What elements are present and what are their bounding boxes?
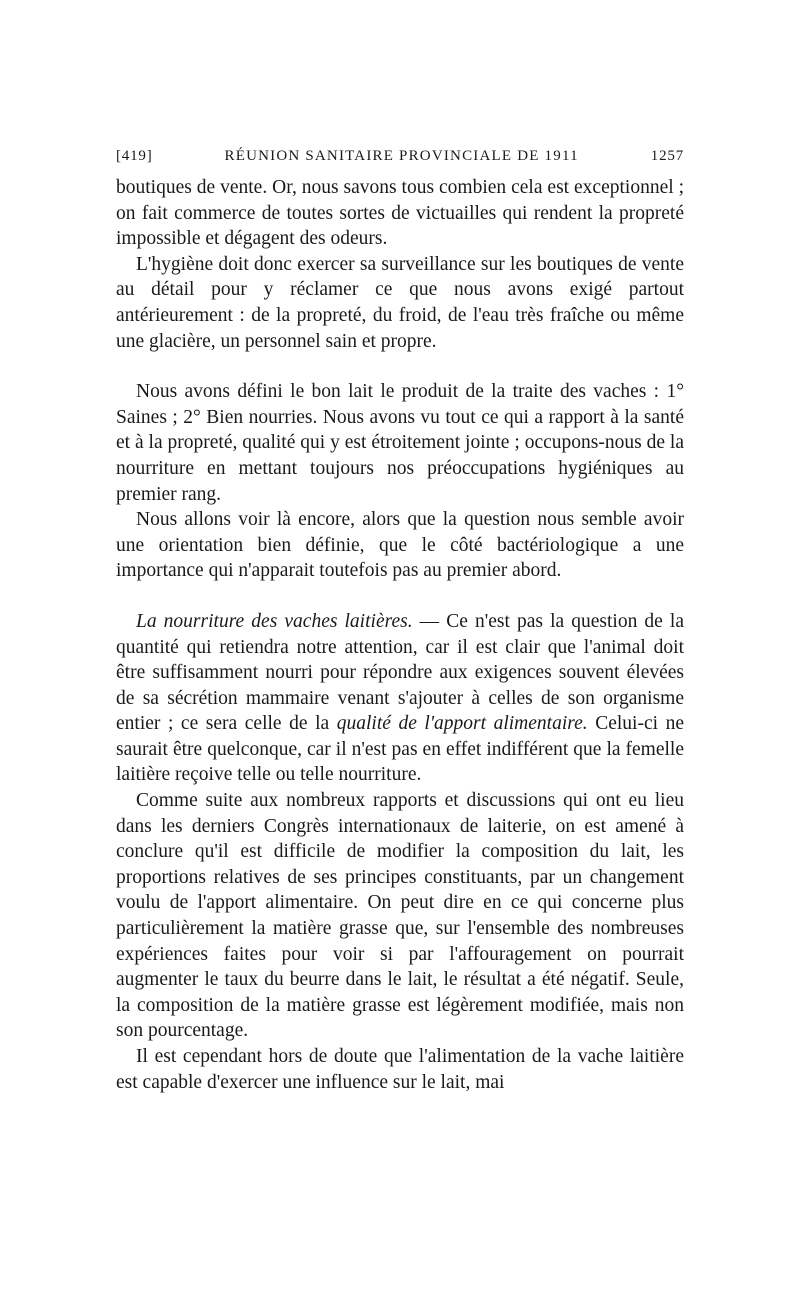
section-gap [116, 584, 684, 609]
paragraph-text: Celui-ci ne saurait être quelconque, car il n'est pas en effet indifférent que la femelle laitière reçoive telle ou telle nourriture. [116, 713, 684, 786]
body-text [116, 175, 684, 1095]
section-number: [419] [116, 148, 153, 164]
running-header [116, 148, 684, 165]
section-heading-italic: La nourriture des vaches laitières. [136, 610, 413, 632]
paragraph-feeding-influence: Il est cependant hors de doute que l'alimentation de la vache laitière est capable d'exercer une influence sur le lait, mai [116, 1046, 684, 1093]
emphasis-italic: qualité de l'apport alimentaire. [336, 713, 588, 735]
paragraph-hygiene-surveillance: L'hygiène doit donc exercer sa surveillance sur les boutiques de vente au détail pour y réclamer ce que nous avons exigé partout antérieurement : de la propreté, du froid, de l'eau très fraîche ou même une glacière, un personnel sain et propre. [116, 253, 684, 352]
paragraph-text: — Ce n'est pas la question de la quantité qui retiendra notre attention, car il est clair que l'animal doit être suffisamment nourri pour répondre aux exigences souvent élevées de sa sécrétion mammaire venant s'ajouter à celles de son organisme entier ; ce sera celle de la [116, 610, 684, 735]
paragraph-cow-feed [116, 609, 684, 788]
paragraph-congress-reports: Comme suite aux nombreux rapports et discussions qui ont eu lieu dans les derniers Congrès internationaux de laiterie, on est amené à conclure qu'il est difficile de modifier la composition du lait, les proportions relatives de ses principes constituants, par un changement voulu de l'apport alimentaire. On peut dire en ce qui concerne plus particulièrement la matière grasse que, sur l'ensemble des nombreuses expériences faites pour voir si par l'affouragement on pourrait augmenter le taux du beurre dans le lait, le résultat a été négatif. Seule, la composition de la matière grasse est légèrement modifiée, mais non son pourcentage. [116, 790, 684, 1042]
running-title: RÉUNION SANITAIRE PROVINCIALE DE 1911 [224, 148, 579, 164]
paragraph-continuation: boutiques de vente. Or, nous savons tous combien cela est exceptionnel ; on fait commerce de toutes sortes de victuailles qui rendent la propreté impossible et dégagent des odeurs. [116, 177, 684, 250]
paragraph-good-milk-definition: Nous avons défini le bon lait le produit de la traite des vaches : 1° Saines ; 2° Bien nourries. Nous avons vu tout ce qui a rapport à la santé et à la propreté, qualité qui y est étroitement jointe ; occupons-nous de la nourriture en mettant toujours nos préoccupations hygiéniques au premier rang. [116, 381, 684, 505]
section-gap [116, 354, 684, 379]
paragraph-bacteriological-side: Nous allons voir là encore, alors que la question nous semble avoir une orientation bien définie, que le côté bactériologique a une importance qui n'apparait toutefois pas au premier abord. [116, 509, 684, 582]
book-page [116, 148, 684, 1095]
page-number: 1257 [650, 148, 684, 164]
